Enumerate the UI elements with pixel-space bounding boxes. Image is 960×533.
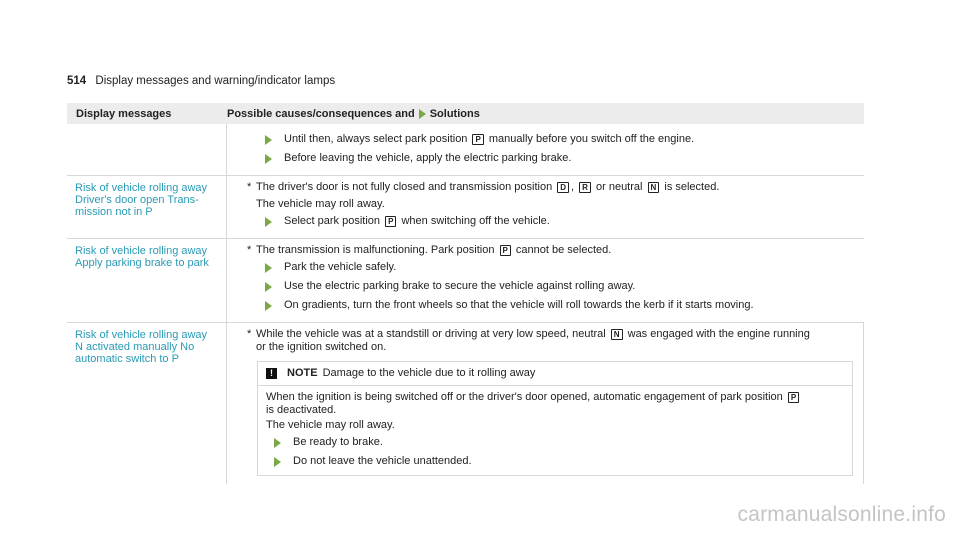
gear-n-icon: N	[648, 182, 660, 193]
message-line: automatic switch to P	[75, 353, 179, 365]
message-cell	[67, 176, 227, 238]
gear-r-icon: R	[579, 182, 591, 193]
page-number: 514	[67, 75, 87, 87]
solution-step: On gradients, turn the front wheels so that the vehicle will roll towards the kerb if it starts moving.	[265, 299, 854, 312]
arrow-icon	[419, 109, 426, 119]
cause-text: * The driver's door is not fully closed and transmission position D , R or neutral N is selected.	[247, 181, 720, 193]
step-text: Before leaving the vehicle, apply the electric parking brake.	[284, 152, 572, 164]
message-line: Risk of vehicle rolling away	[75, 182, 208, 194]
message-line: mission not in P	[75, 206, 153, 218]
note-box	[257, 361, 853, 476]
cause-text: * While the vehicle was at a standstill or driving at very low speed, neutral N was engaged with the engine running or the ignition switched on.	[247, 328, 810, 353]
gear-n-icon: N	[611, 329, 623, 340]
gear-p-icon: P	[500, 245, 511, 256]
step-text: Until then, always select park position	[284, 133, 471, 145]
col-header-causes	[227, 108, 480, 120]
warning-icon: !	[266, 368, 277, 379]
arrow-icon	[265, 301, 272, 311]
step-text: manually before you switch off the engine.	[485, 133, 695, 145]
page-header	[67, 75, 335, 87]
page-title: Display messages and warning/indicator lamps	[95, 75, 336, 87]
table-row	[67, 323, 864, 484]
consequence-text: The vehicle may roll away.	[256, 198, 385, 210]
consequence-text: The vehicle may roll away.	[266, 419, 395, 431]
message-line: Driver's door open Trans-	[75, 194, 199, 206]
table-row	[67, 239, 864, 323]
arrow-icon	[265, 282, 272, 292]
table-row	[67, 124, 864, 176]
gear-p-icon: P	[788, 392, 799, 403]
arrow-icon	[265, 154, 272, 164]
message-cell	[67, 323, 227, 484]
solution-step: Select park position P when switching off the vehicle.	[265, 215, 854, 228]
arrow-icon	[274, 457, 281, 467]
col-header-causes-label: Possible causes/consequences and	[227, 107, 415, 120]
col-header-messages: Display messages	[76, 107, 172, 120]
messages-table	[67, 103, 864, 484]
gear-p-icon: P	[472, 134, 483, 145]
note-title: Damage to the vehicle due to it rolling away	[322, 367, 536, 379]
table-header	[67, 103, 864, 124]
note-header	[258, 362, 852, 386]
message-line: N activated manually No	[75, 341, 195, 353]
note-label: NOTE	[287, 367, 318, 379]
arrow-icon	[265, 135, 272, 145]
cause-text: * The transmission is malfunctioning. Park position P cannot be selected.	[247, 244, 612, 256]
solution-cell	[227, 176, 864, 238]
solution-cell	[227, 124, 864, 175]
message-line: Risk of vehicle rolling away	[75, 245, 208, 257]
note-body: When the ignition is being switched off or the driver's door opened, automatic engagement of park position P is deactivated. The vehicle may roll away. Be ready to brake. Do not leave the vehicle unattended.	[258, 386, 852, 475]
solution-cell	[227, 239, 864, 322]
message-cell	[67, 239, 227, 322]
arrow-icon	[265, 263, 272, 273]
col-header-solutions-label: Solutions	[429, 107, 480, 120]
solution-step: Park the vehicle safely.	[265, 261, 854, 274]
gear-p-icon: P	[385, 216, 396, 227]
gear-d-icon: D	[557, 182, 569, 193]
message-line: Apply parking brake to park	[75, 257, 209, 269]
solution-step	[265, 133, 854, 146]
solution-step: Do not leave the vehicle unattended.	[274, 455, 844, 468]
solution-step: Use the electric parking brake to secure the vehicle against rolling away.	[265, 280, 854, 293]
message-line: Risk of vehicle rolling away	[75, 329, 208, 341]
solution-cell	[227, 323, 864, 484]
solution-step: Be ready to brake.	[274, 436, 844, 449]
table-row	[67, 176, 864, 239]
watermark: carmanualsonline.info	[737, 503, 946, 526]
arrow-icon	[265, 217, 272, 227]
solution-step	[265, 152, 854, 165]
message-cell	[67, 124, 227, 175]
arrow-icon	[274, 438, 281, 448]
